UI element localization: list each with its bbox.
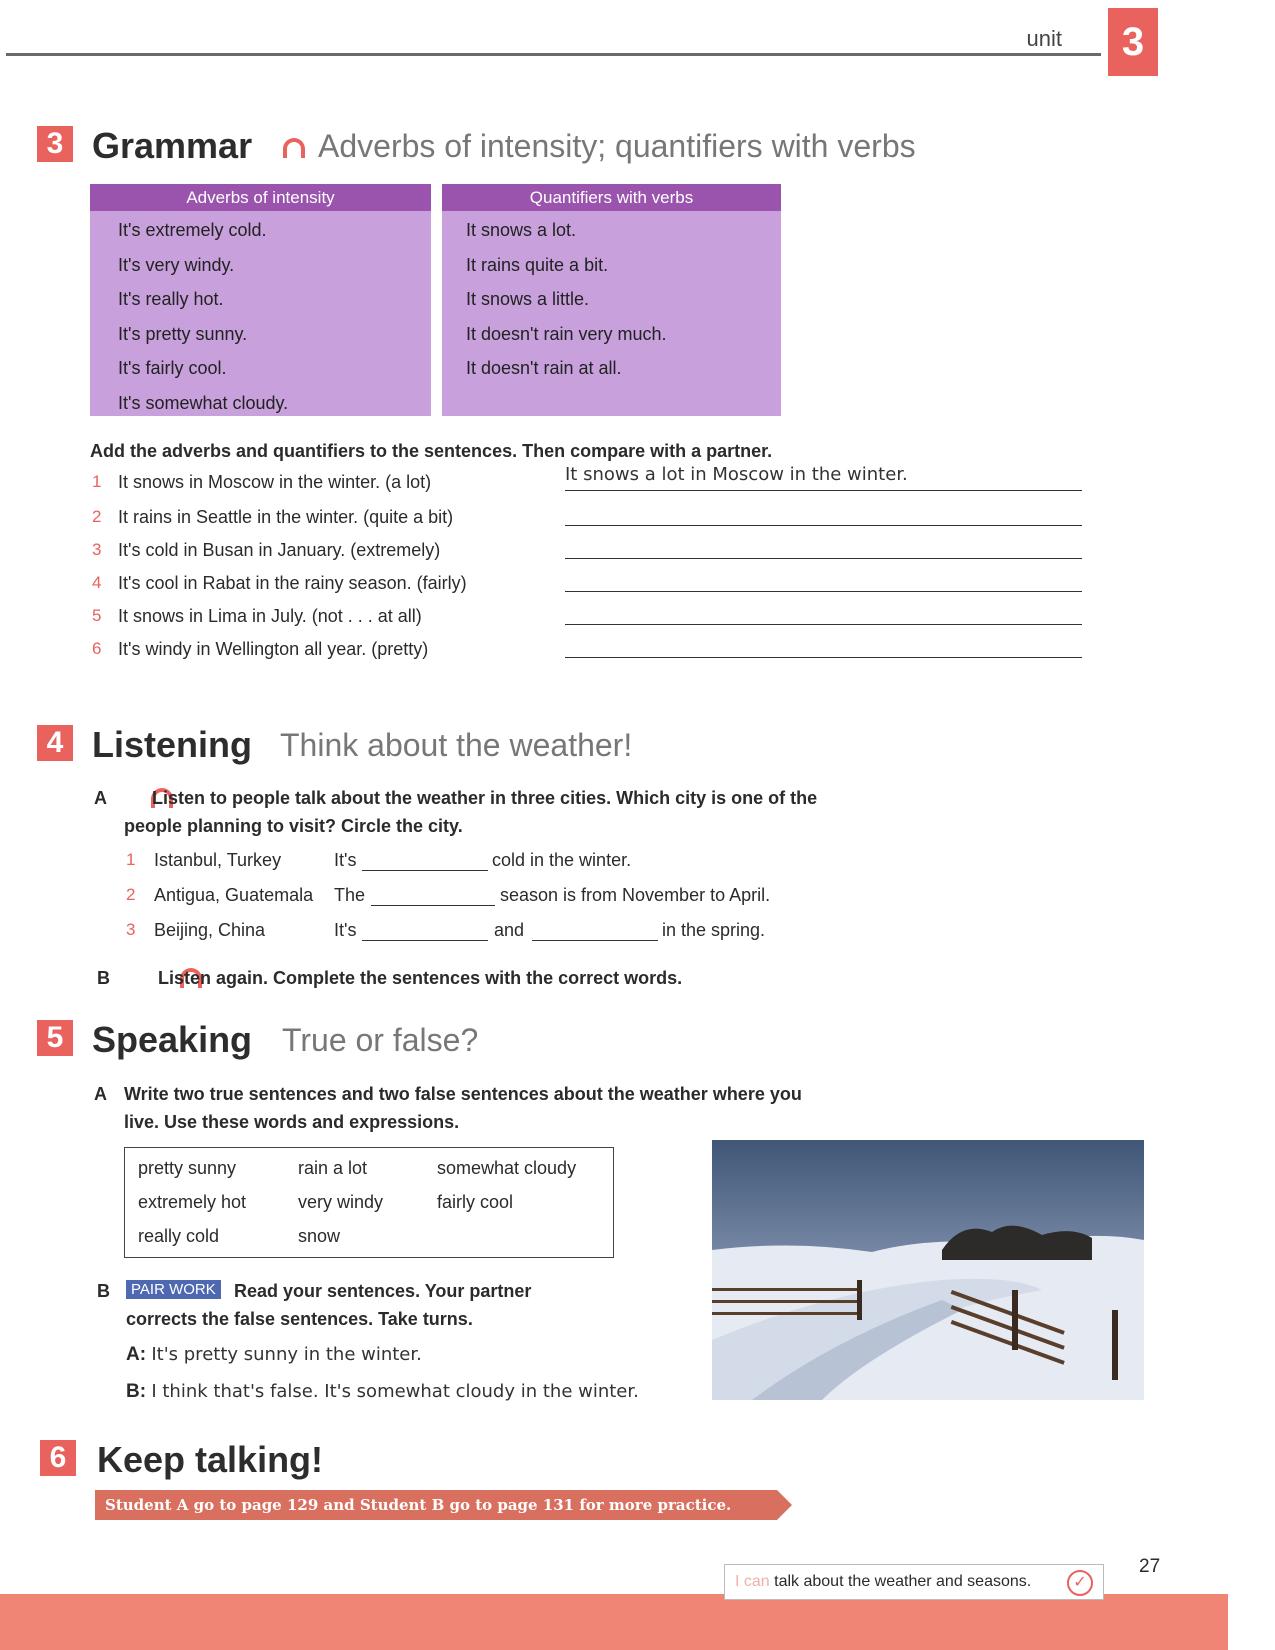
- sentence-middle: and: [494, 920, 525, 940]
- speaking-b-letter: B: [97, 1281, 110, 1301]
- page-number: 27: [1139, 1556, 1161, 1577]
- i-can-prefix: I can: [735, 1573, 770, 1590]
- adverbs-heading: Adverbs of intensity: [90, 184, 431, 211]
- exercise-item: [90, 637, 1090, 670]
- listening-a-instruction-1: Listen to people talk about the weather in three cities. Which city is one of the: [152, 788, 818, 808]
- item-number: 2: [92, 506, 102, 526]
- sentence-start: It's: [334, 850, 357, 870]
- word-item: snow: [298, 1226, 341, 1246]
- headphones-icon[interactable]: [283, 138, 305, 158]
- exercise-item: [90, 464, 1090, 505]
- speaking-a-letter: A: [94, 1084, 107, 1104]
- blank-line[interactable]: [371, 905, 495, 906]
- keep-talking-title: Keep talking!: [97, 1439, 324, 1480]
- section-6-number: 6: [40, 1440, 76, 1476]
- item-number: 4: [92, 572, 102, 592]
- word-item: somewhat cloudy: [437, 1158, 577, 1178]
- item-prompt: It's cool in Rabat in the rainy season. (fairly): [118, 572, 467, 593]
- grammar-line: It rains quite a bit.: [466, 254, 609, 275]
- sentence-end: season is from November to April.: [500, 885, 771, 905]
- word-item: extremely hot: [138, 1192, 247, 1212]
- quantifiers-box: [442, 184, 781, 416]
- item-prompt: It rains in Seattle in the winter. (quite a bit): [118, 506, 454, 527]
- item-prompt: It snows in Moscow in the winter. (a lot): [118, 472, 432, 492]
- section-3-number: 3: [37, 126, 73, 162]
- item-prompt: It's cold in Busan in January. (extremely): [118, 539, 441, 560]
- grammar-line: It snows a lot.: [466, 220, 577, 240]
- item-number: 6: [92, 638, 102, 658]
- answer-line[interactable]: [565, 558, 1082, 559]
- grammar-line: It's very windy.: [118, 254, 235, 275]
- blank-line[interactable]: [362, 940, 488, 941]
- grammar-exercise-list: [90, 464, 1090, 670]
- dialog-a-text: It's pretty sunny in the winter.: [151, 1344, 422, 1365]
- speaking-b-instruction-1: Read your sentences. Your partner: [234, 1281, 532, 1301]
- speaker-a: A:: [126, 1344, 147, 1365]
- city-row: [124, 918, 824, 953]
- blank-line[interactable]: [532, 940, 658, 941]
- section-5-number: 5: [37, 1020, 73, 1056]
- speaking-title: Speaking: [92, 1019, 253, 1060]
- word-item: fairly cool: [437, 1192, 514, 1212]
- exercise-item: [90, 538, 1090, 571]
- item-number: 5: [92, 605, 102, 625]
- speaking-a-instruction-2: live. Use these words and expressions.: [124, 1112, 460, 1132]
- word-item: rain a lot: [298, 1158, 368, 1178]
- grammar-line: It's somewhat cloudy.: [118, 392, 289, 413]
- city-name[interactable]: Beijing, China: [154, 920, 266, 940]
- exercise-item: [90, 604, 1090, 637]
- city-row: [124, 848, 824, 883]
- item-number: 2: [126, 885, 136, 904]
- word-item: pretty sunny: [138, 1158, 237, 1178]
- dialog-line-b: [126, 1381, 639, 1403]
- answer-line[interactable]: [565, 657, 1082, 658]
- winter-landscape-photo: [712, 1140, 1144, 1400]
- speaking-b-instruction-2: corrects the false sentences. Take turns.: [126, 1309, 473, 1329]
- listening-a-instruction-2: people planning to visit? Circle the city.: [124, 816, 463, 836]
- listening-b-instruction: Listen again. Complete the sentences with the correct words.: [158, 968, 683, 988]
- word-item: very windy: [298, 1192, 384, 1212]
- adverbs-box: [90, 184, 431, 416]
- listening-a-letter: A: [94, 788, 107, 808]
- checkmark-icon[interactable]: ✓: [1067, 1570, 1093, 1596]
- sentence-start: The: [334, 885, 366, 905]
- speaker-b: B:: [126, 1381, 147, 1402]
- answer-line[interactable]: [565, 591, 1082, 592]
- quantifiers-heading: Quantifiers with verbs: [442, 184, 781, 211]
- dialog-b-text: I think that's false. It's somewhat cloudy in the winter.: [151, 1381, 639, 1402]
- banner-arrow-tip: [777, 1490, 792, 1520]
- grammar-instruction: Add the adverbs and quantifiers to the sentences. Then compare with a partner.: [90, 441, 773, 461]
- listening-title: Listening: [92, 724, 252, 765]
- exercise-item: [90, 571, 1090, 604]
- word-box: [124, 1147, 614, 1258]
- grammar-subtitle: Adverbs of intensity; quantifiers with verbs: [318, 128, 916, 164]
- item-number: 1: [92, 472, 102, 491]
- item-prompt: It's windy in Wellington all year. (pretty): [118, 638, 429, 659]
- listening-b-letter: B: [97, 968, 110, 988]
- section-4-number: 4: [37, 725, 73, 761]
- unit-number-badge: 3: [1108, 8, 1158, 76]
- grammar-line: It doesn't rain very much.: [466, 323, 667, 344]
- city-name[interactable]: Antigua, Guatemala: [154, 885, 314, 905]
- i-can-text: talk about the weather and seasons.: [774, 1573, 1032, 1590]
- answer-line[interactable]: [565, 525, 1082, 526]
- city-name[interactable]: Istanbul, Turkey: [154, 850, 282, 870]
- grammar-line: It's pretty sunny.: [118, 323, 248, 344]
- grammar-line: It's extremely cold.: [118, 220, 267, 240]
- grammar-line: It's fairly cool.: [118, 358, 227, 378]
- item-prompt: It snows in Lima in July. (not . . . at all): [118, 605, 422, 626]
- speaking-subtitle: True or false?: [282, 1022, 479, 1058]
- item-number: 3: [92, 539, 102, 559]
- grammar-title: Grammar: [92, 125, 253, 166]
- sentence-start: It's: [334, 920, 357, 940]
- blank-line[interactable]: [362, 870, 488, 871]
- listening-subtitle: Think about the weather!: [280, 727, 633, 763]
- sentence-end: in the spring.: [662, 920, 766, 940]
- footer-bar: [0, 1594, 1228, 1650]
- i-can-box: [724, 1564, 1104, 1600]
- grammar-line: It's really hot.: [118, 289, 224, 309]
- speaking-a-instruction-1: Write two true sentences and two false sentences about the weather where you: [124, 1084, 802, 1104]
- word-item: really cold: [138, 1226, 220, 1246]
- header-rule: [6, 53, 1101, 56]
- answer-text: It snows a lot in Moscow in the winter.: [565, 464, 908, 485]
- item-number: 3: [126, 920, 136, 939]
- answer-line[interactable]: [565, 624, 1082, 625]
- answer-line[interactable]: [565, 490, 1082, 491]
- dialog-line-a: [126, 1344, 422, 1366]
- unit-label: unit: [1026, 26, 1062, 51]
- city-row: [124, 883, 824, 918]
- item-number: 1: [126, 850, 136, 869]
- exercise-item: [90, 505, 1090, 538]
- pair-work-badge: PAIR WORK: [126, 1280, 221, 1299]
- grammar-line: It snows a little.: [466, 289, 590, 309]
- grammar-line: It doesn't rain at all.: [466, 358, 622, 378]
- sentence-end: cold in the winter.: [492, 850, 632, 870]
- city-list: [124, 848, 824, 958]
- practice-banner[interactable]: Student A go to page 129 and Student B go to page 131 for more practice.: [95, 1490, 777, 1520]
